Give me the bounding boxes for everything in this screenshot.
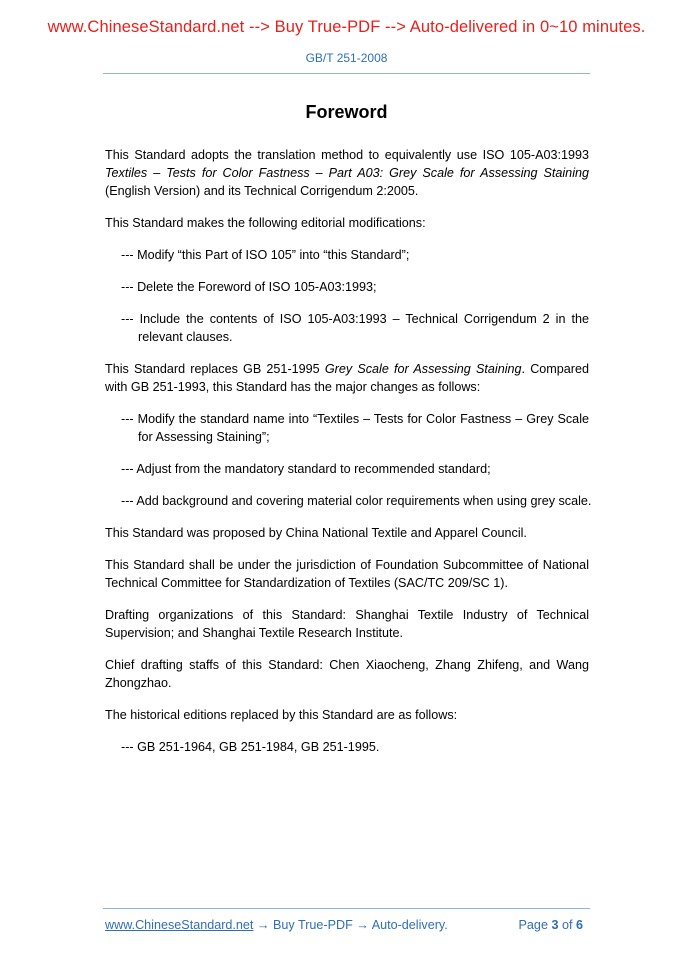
paragraph-proposed: This Standard was proposed by China National Textile and Apparel Council. <box>105 526 527 540</box>
footer-divider <box>103 908 590 909</box>
page-of: of <box>558 918 576 932</box>
paragraph-modifications: This Standard makes the following editorial modifications: <box>105 216 426 230</box>
page-total: 6 <box>575 918 583 932</box>
list-item: --- GB 251-1964, GB 251-1984, GB 251-1995. <box>121 740 380 754</box>
adopted-title: Textiles – Tests for Color Fastness – Part A03: Grey Scale for Assessing Staining <box>105 166 589 180</box>
list-item: --- Adjust from the mandatory standard to recommended standard; <box>121 462 491 476</box>
page-number <box>519 918 583 932</box>
page-title: Foreword <box>305 102 388 122</box>
paragraph-adoption <box>105 146 589 200</box>
paragraph-replaces <box>105 360 589 396</box>
adoption-tail: (English Version) and its Technical Corrigendum 2:2005. <box>105 184 419 198</box>
footer-promo-text: → Buy True-PDF → Auto-delivery. <box>253 918 448 932</box>
list-item: --- Delete the Foreword of ISO 105-A03:1993; <box>121 280 377 294</box>
replaces-text: This Standard replaces GB 251-1995 <box>105 362 325 376</box>
footer-site-link[interactable]: www.ChineseStandard.net <box>105 918 254 932</box>
replaces-tail: . Compared with GB 251-1993, this Standard has the major changes as follows: <box>105 362 589 394</box>
list-item: --- Modify the standard name into “Textiles – Tests for Color Fastness – Grey Scale for Assessing Staining”; <box>121 412 589 444</box>
page-label: Page <box>518 918 552 932</box>
adoption-text: This Standard adopts the translation method to equivalently use ISO 105-A03:1993 <box>105 148 589 162</box>
list-item: --- Include the contents of ISO 105-A03:1993 – Technical Corrigendum 2 in the relevant clauses. <box>121 312 589 344</box>
foreword-body <box>105 146 592 770</box>
paragraph-jurisdiction: This Standard shall be under the jurisdiction of Foundation Subcommittee of National Technical Committee for Standardization of Textiles (SAC/TC 209/SC 1). <box>105 558 589 590</box>
replaced-title: Grey Scale for Assessing Staining <box>324 362 522 376</box>
header-divider <box>103 73 590 74</box>
standard-code: GB/T 251-2008 <box>305 51 388 65</box>
paragraph-drafting-orgs: Drafting organizations of this Standard: Shanghai Textile Industry of Technical Supervision; and Shanghai Textile Research Institute. <box>105 608 589 640</box>
paragraph-history: The historical editions replaced by this Standard are as follows: <box>105 708 458 722</box>
list-item: --- Add background and covering material color requirements when using grey scale. <box>121 494 592 508</box>
list-item: --- Modify “this Part of ISO 105” into “this Standard”; <box>121 248 410 262</box>
page-current: 3 <box>551 918 559 932</box>
promo-banner[interactable]: www.ChineseStandard.net --> Buy True-PDF --> Auto-delivered in 0~10 minutes. <box>47 18 646 36</box>
paragraph-drafting-staff: Chief drafting staffs of this Standard: Chen Xiaocheng, Zhang Zhifeng, and Wang Zhongzhao. <box>105 658 589 690</box>
footer-promo <box>105 918 448 932</box>
